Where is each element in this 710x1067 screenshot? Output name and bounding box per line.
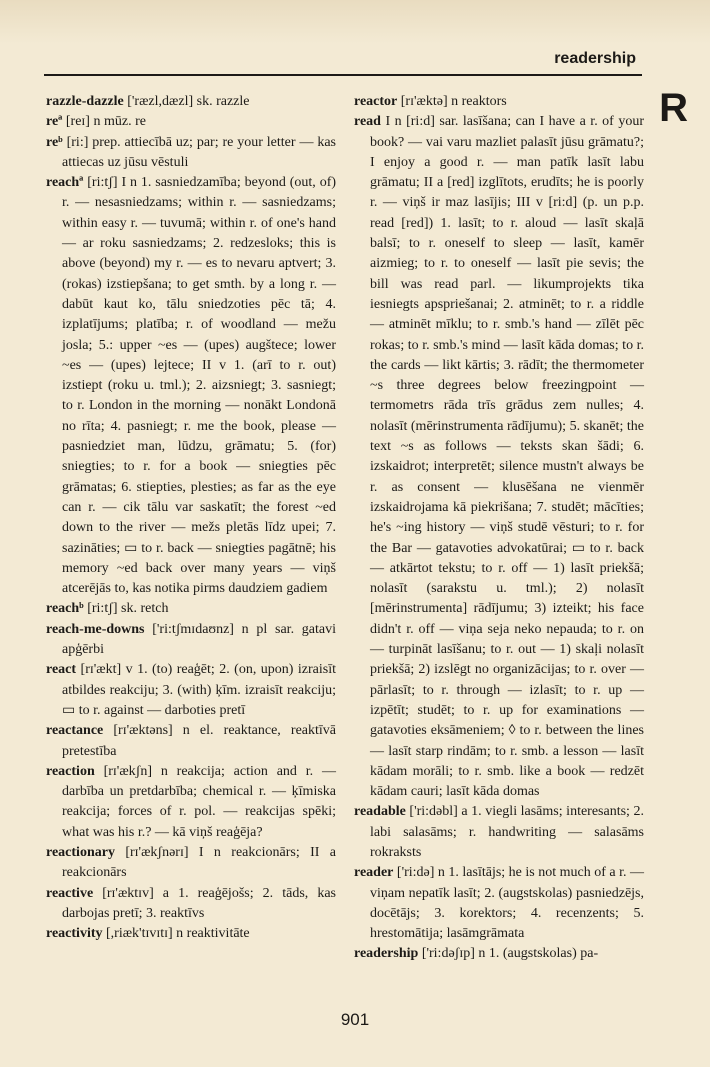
headword: reaction bbox=[46, 763, 95, 779]
headword: reachᵇ bbox=[46, 601, 84, 617]
dictionary-entry bbox=[46, 133, 336, 174]
headword: readable bbox=[354, 804, 406, 820]
headword: reach-me-downs bbox=[46, 621, 145, 637]
entry-body: I n [ri:d] sar. lasīšana; can I have a r. of your book? — vai varu mazliet palasīt jūsu grāmatu?; I enjoy a good r. — man patīk lasīt labu grāmatu; II a [red] izglītots, erudīts; he is poorly r. — viņš ir maz lasījis; III v [ri:d] (p. un p.p. read [red]) 1. lasīt; to r. aloud — lasīt skaļā balsī; to r. oneself to sleep — lasīt, kamēr aizmieg; to r. to oneself — lasīt pie sevis; the bill was read parl. — likumprojekts tika iesniegts apspriešanai; 2. atminēt; to r. a riddle — atminēt mīklu; to r. smb.'s hand — zīlēt pēc rokas; to r. smb.'s mind — lasīt kāda domas; to r. the cards — likt kārtis; 3. rādīt; the thermometer ~s three degrees below freezingpoint — termometrs rāda trīs grādus zem nulles; 4. nolasīt (mērinstrumenta rādījumu); 5. skanēt; the text ~s as follows — teksts skan šādi; 6. izskaidrot; interpretēt; silence mustn't always be r. as consent — klusēšana ne vienmēr izskaidrojama kā piekrišana; 7. studēt; mācīties; he's ~ing history — viņš studē vēsturi; to r. for the Bar — gatavoties advokatūrai; ▭ to r. back — atkārtot tekstu; to r. off — 1) lasīt priekšā; nolasīt (sarakstu u. tml.); 2) nolasīt [mērinstrumenta] rādījumu; 3) izteikt; his face didn't r. off — viņa seja neko nepauda; to r. on — turpināt lasīšanu; to r. out — 1) skaļi nolasīt priekšā; 2) izslēgt no organizācijas; to r. over — pārlasīt; to r. through — izlasīt; to r. up — izpētīt; studēt; to r. up for examinations — gatavoties eksāmeniem; ◊ to r. between the lines — lasīt starp rindām; to r. smb. a lesson — lasīt kādam morāli; to r. smb. like a book — redzēt kādam cauri; lasīt kāda domas bbox=[370, 114, 645, 800]
header-rule bbox=[44, 74, 642, 76]
entry-body: [,riæk'tɪvɪtɪ] n reaktivitāte bbox=[106, 926, 250, 942]
dictionary-entry bbox=[46, 173, 336, 599]
dictionary-entry bbox=[46, 92, 336, 112]
headword: reachª bbox=[46, 175, 84, 191]
entry-body: [rɪ'ækʃnərɪ] I n reakcionārs; II a reakcionārs bbox=[62, 844, 337, 881]
entry-body: [reɪ] n mūz. re bbox=[65, 114, 146, 130]
headword: reᵇ bbox=[46, 134, 63, 150]
headword: reactance bbox=[46, 723, 104, 739]
headword: reactive bbox=[46, 885, 94, 901]
dictionary-entry bbox=[46, 660, 336, 721]
entry-body: [rɪ'ækʃn] n reakcija; action and r. — darbība un pretdarbība; chemical r. — ķīmiska reakcija; forces of r. pol. — reakcijas spēki; what was his r.? — kā viņš reaģēja? bbox=[62, 763, 336, 840]
dictionary-entry bbox=[354, 944, 644, 964]
dictionary-entry bbox=[46, 884, 336, 925]
right-column bbox=[354, 92, 644, 965]
entry-body: [rɪ'æktəns] n el. reaktance, reaktīvā pretestība bbox=[62, 723, 336, 759]
entry-body: [rɪ'æktə] n reaktors bbox=[400, 94, 507, 109]
entry-body: ['ri:tʃmɪdaʊnz] n pl sar. gatavi apģērbi bbox=[62, 621, 336, 658]
entry-body: ['ræzl,dæzl] sk. razzle bbox=[127, 94, 250, 109]
headword: reactivity bbox=[46, 926, 103, 942]
dictionary-entry bbox=[354, 92, 644, 112]
headword: reª bbox=[46, 114, 63, 130]
dictionary-entry bbox=[354, 863, 644, 944]
entry-body: [ri:tʃ] I n 1. sasniedzamība; beyond (out, of) r. — nesasniedzams; within r. — sasniedzams; within easy r. — tuvumā; within r. of one's hand — ar roku sasniedzams; 2. redzesloks; this is above (beyond) my r. — es to nevaru aptvert; 3. (rokas) izstiepšana; to get smth. by a long r. — dabūt kaut ko, tālu sniedzoties pēc tā; 4. izplatījums; platība; r. of woodland — mežu josla; 5.: upper ~es — (upes) augštece; lower ~es — (upes) lejtece; II v 1. (arī to r. out) izstiept (roku u. tml.); 2. aizsniegt; 3. sasniegt; to r. London in the morning — nonākt Londonā no rīta; 4. pasniegt; r. me the book, please — pasniedziet man, lūdzu, grāmatu; 5. (for) sniegties; to r. for a book — sniegties pēc grāmatas; 6. stiepties, plesties; as far as the eye can r. — cik tālu var saskatīt; the forest ~ed down to the river — mežs pletās līdz upei; 7. sazināties; ▭ to r. back — sniegties pagātnē; his memory ~ed back over many years — viņš atcerējās to, kas notika pirms daudziem gadiem bbox=[62, 175, 337, 597]
headword: reactionary bbox=[46, 844, 115, 860]
headword: react bbox=[46, 662, 77, 678]
entry-body: [ri:tʃ] sk. retch bbox=[87, 601, 169, 617]
entry-body: [rɪ'ækt] v 1. (to) reaģēt; 2. (on, upon) izraisīt atbildes reakciju; 3. (with) ķīm. izraisīt reakciju; ▭ to r. against — darboties pretī bbox=[62, 662, 337, 718]
entry-body: ['ri:də] n 1. lasītājs; he is not much of a r. — viņam nepatīk lasīt; 2. (augstskolas) pasniedzējs, docētājs; 3. korektors; 4. recenzents; 5. hrestomātija; lasāmgrāmata bbox=[370, 865, 645, 942]
dictionary-entry bbox=[46, 599, 336, 619]
dictionary-entry bbox=[46, 721, 336, 762]
entry-body: ['ri:dəbl] a 1. viegli lasāms; interesants; 2. labi salasāms; r. handwriting — salasāms rokraksts bbox=[370, 804, 644, 860]
dictionary-entry bbox=[354, 112, 644, 802]
dictionary-entry bbox=[46, 112, 336, 132]
entry-body: ['ri:dəʃɪp] n 1. (augstskolas) pa- bbox=[421, 946, 599, 962]
running-head: readership bbox=[554, 50, 636, 67]
entry-body: [ri:] prep. attiecībā uz; par; re your letter — kas attiecas uz jūsu vēstuli bbox=[62, 134, 336, 170]
headword: read bbox=[354, 114, 381, 130]
dictionary-entry bbox=[46, 843, 336, 884]
dictionary-entry bbox=[46, 924, 336, 944]
headword: razzle-dazzle bbox=[46, 94, 124, 109]
dictionary-entry bbox=[46, 762, 336, 843]
letter-tab: R bbox=[659, 86, 688, 130]
headword: reader bbox=[354, 865, 394, 881]
dictionary-entry bbox=[354, 802, 644, 863]
left-column bbox=[46, 92, 336, 944]
entry-body: [rɪ'æktɪv] a 1. reaģējošs; 2. tāds, kas darbojas pretī; 3. reaktīvs bbox=[62, 885, 336, 921]
headword: readership bbox=[354, 946, 419, 962]
page-top-edge bbox=[0, 0, 710, 44]
page-number: 901 bbox=[340, 1010, 370, 1029]
dictionary-entry bbox=[46, 620, 336, 661]
headword: reactor bbox=[354, 94, 398, 109]
